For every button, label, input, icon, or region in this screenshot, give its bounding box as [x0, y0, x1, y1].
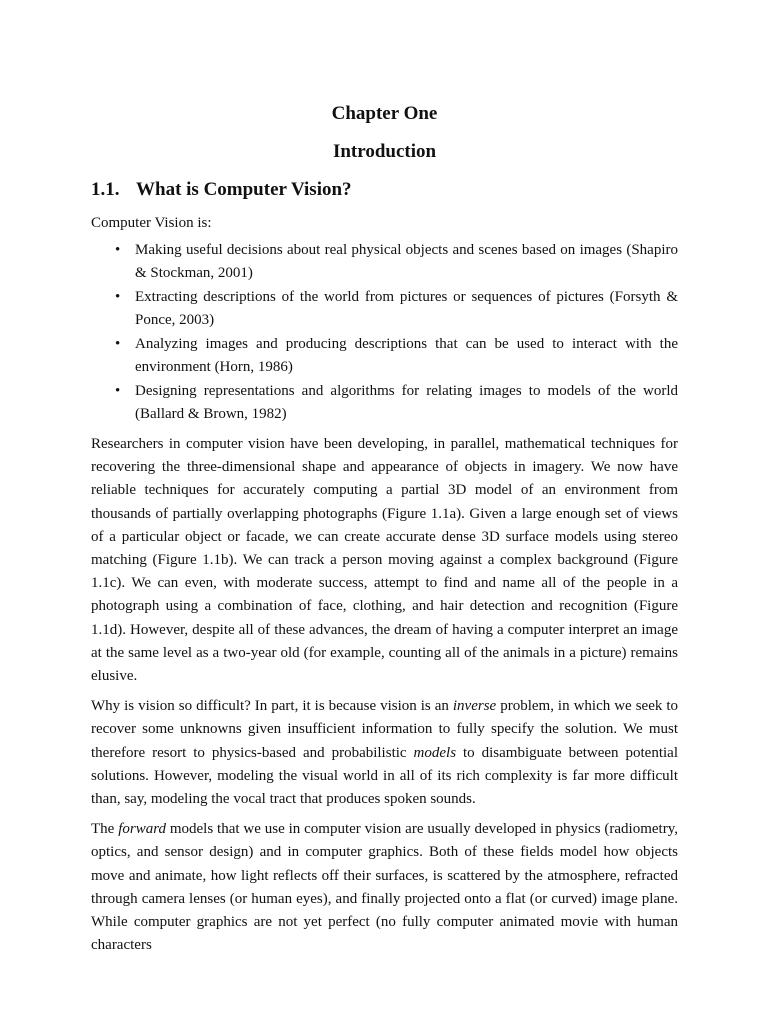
emphasis-inverse: inverse: [452, 698, 497, 715]
emphasis-forward: forward: [118, 821, 166, 838]
paragraph-why-difficult: [91, 695, 678, 811]
list-item-text: Making useful decisions about real physical objects and scenes based on images (Shapiro & Stockman, 2001): [135, 242, 678, 281]
definition-list: [91, 239, 678, 426]
intro-line: Computer Vision is:: [91, 215, 212, 231]
emphasis-models: models: [413, 744, 457, 761]
list-item-text: Extracting descriptions of the world from pictures or sequences of pictures (Forsyth & Ponce, 2003): [135, 289, 678, 328]
paragraph-forward-models: [91, 818, 678, 957]
bullet-icon: •: [115, 289, 121, 305]
paragraph-text: Why is vision so difficult? In part, it is because vision is an: [91, 698, 453, 715]
paragraph-text: to disambiguate between potential solutions. However, modeling the visual world in all of its rich complexity is far more difficult than, say, modeling the vocal tract that produces spoken sounds.: [91, 744, 678, 808]
paragraph-research: Researchers in computer vision have been developing, in parallel, mathematical techniques for recovering the three-dimensional shape and appearance of objects in imagery. We now have reliable techniques for accurately computing a partial 3D model of an environment from thousands of partially overlapping photographs (Figure 1.1a). Given a large enough set of views of a particular object or facade, we can create accurate dense 3D surface models using stereo matching (Figure 1.1b). We can track a person moving against a complex background (Figure 1.1c). We can even, with moderate success, attempt to find and name all of the people in a photograph using a combination of face, clothing, and hair detection and recognition (Figure 1.1d). However, despite all of these advances, the dream of having a computer interpret an image at the same level as a two-year old (for example, counting all of the animals in a picture) remains elusive.: [91, 436, 678, 685]
list-item-text: Designing representations and algorithms for relating images to models of the world (Ballard & Brown, 1982): [135, 383, 678, 422]
list-item: [91, 333, 678, 379]
list-item: [91, 239, 678, 285]
section-title: What is Computer Vision?: [136, 179, 352, 200]
bullet-icon: •: [115, 336, 121, 352]
chapter-title: Chapter One: [331, 103, 438, 124]
bullet-icon: •: [115, 242, 121, 258]
chapter-subtitle: Introduction: [332, 141, 437, 162]
document-page: [91, 96, 678, 957]
list-item: [91, 286, 678, 332]
section-heading: [91, 178, 678, 202]
paragraph-text: The: [91, 821, 119, 838]
bullet-icon: •: [115, 383, 121, 399]
list-item: [91, 380, 678, 426]
paragraph-text: models that we use in computer vision are usually developed in physics (radiometry, optics, and sensor design) and in computer graphics. Both of these fields model how objects move and animate, how light reflects off their surfaces, is scattered by the atmosphere, refracted through camera lenses (or human eyes), and finally projected onto a flat (or curved) image plane. While computer graphics are not yet perfect (no fully computer animated movie with human characters: [91, 821, 678, 954]
list-item-text: Analyzing images and producing descriptions that can be used to interact with the environment (Horn, 1986): [135, 336, 678, 375]
section-number: 1.1.: [91, 179, 120, 200]
paragraph-text: problem, in which we seek to recover some unknowns given insufficient information to fully specify the solution. We must therefore resort to physics-based and probabilistic: [91, 698, 678, 761]
